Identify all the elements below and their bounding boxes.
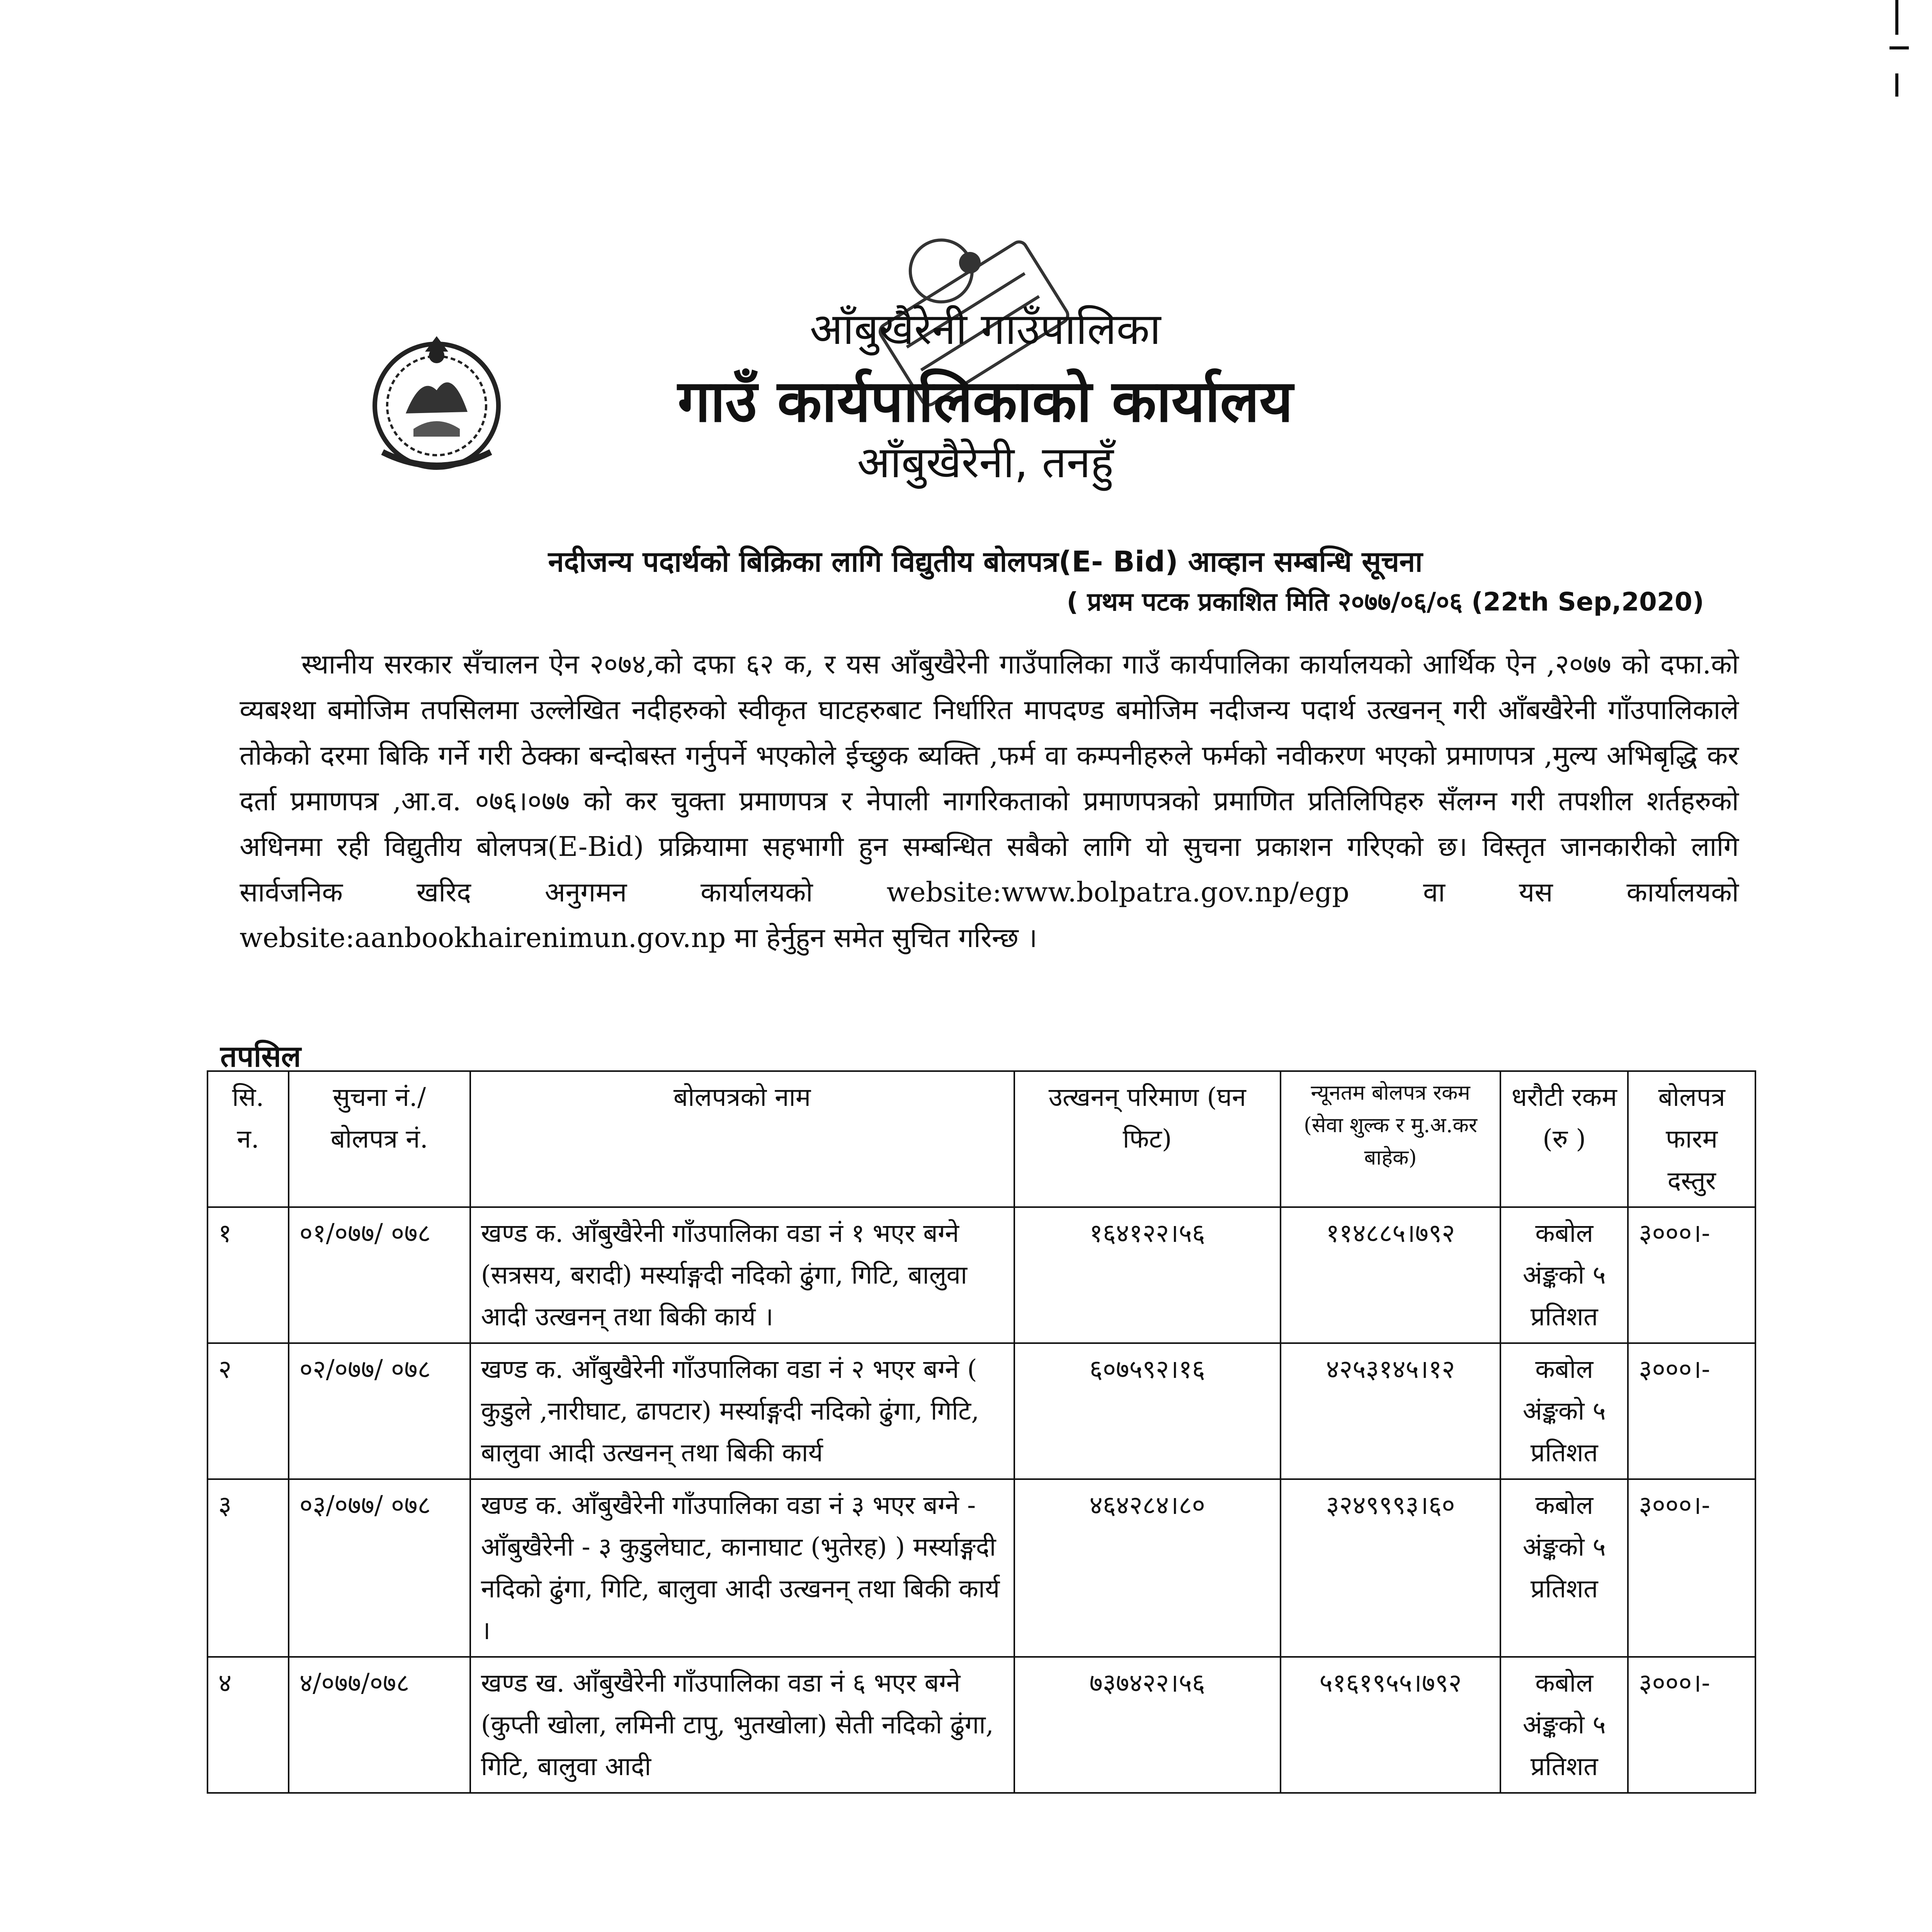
cell-notice-no: ४/०७७/०७८	[289, 1657, 470, 1793]
cell-sn: १	[207, 1207, 289, 1343]
cell-name: खण्ड क. आँबुखैरेनी गाँउपालिका वडा नं २ भएर बग्ने ( कुडुले ,नारीघाट, ढापटार) मर्स्याङ्गदी नदिको ढुंगा, गिटि, बालुवा आदी उत्खनन् तथा बिकी कार्य	[470, 1343, 1014, 1479]
table-row	[207, 1657, 1755, 1793]
header-deposit: धरौटी रकम (रु )	[1500, 1071, 1628, 1207]
cell-quantity: ४६४२८४।८०	[1014, 1479, 1281, 1657]
cell-form-fee: ३०००।-	[1628, 1479, 1755, 1657]
header-min-bid: न्यूनतम बोलपत्र रकम (सेवा शुल्क र मु.अ.कर बाहेक)	[1281, 1071, 1501, 1207]
header-quantity: उत्खनन् परिमाण (घन फिट)	[1014, 1071, 1281, 1207]
cell-form-fee: ३०००।-	[1628, 1657, 1755, 1793]
cell-sn: ४	[207, 1657, 289, 1793]
header-notice-no: सुचना नं./बोलपत्र नं.	[289, 1071, 470, 1207]
publication-date: ( प्रथम पटक प्रकाशित मिति २०७७/०६/०६ (22th Sep,2020)	[1066, 587, 1704, 617]
edge-mark-cross	[1889, 46, 1909, 49]
cell-min-bid: ५१६१९५५।७९२	[1281, 1657, 1501, 1793]
table-row	[207, 1343, 1755, 1479]
cell-sn: ३	[207, 1479, 289, 1657]
header-sn: सि. न.	[207, 1071, 289, 1207]
edge-mark-lower	[1895, 73, 1898, 97]
cell-name: खण्ड क. आँबुखैरेनी गाँउपालिका वडा नं ३ भएर बग्ने - आँबुखैरेनी - ३ कुडुलेघाट, कानाघाट (भुतेरह) ) मर्स्याङ्गदी नदिको ढुंगा, गिटि, बालुवा आदी उत्खनन् तथा बिकी कार्य ।	[470, 1479, 1014, 1657]
cell-name: खण्ड ख. आँबुखैरेनी गाँउपालिका वडा नं ६ भएर बग्ने (कुप्ती खोला, लमिनी टापु, भुतखोला) सेती नदिको ढुंगा, गिटि, बालुवा आदी	[470, 1657, 1014, 1793]
table-row	[207, 1207, 1755, 1343]
header-form-fee: बोलपत्र फारम दस्तुर	[1628, 1071, 1755, 1207]
cell-quantity: ७३७४२२।५६	[1014, 1657, 1281, 1793]
cell-quantity: १६४१२२।५६	[1014, 1207, 1281, 1343]
cell-notice-no: ०२/०७७/ ०७८	[289, 1343, 470, 1479]
table-row	[207, 1479, 1755, 1657]
table-caption: तपसिल	[220, 1039, 301, 1073]
cell-deposit: कबोल अंङ्कको ५ प्रतिशत	[1500, 1479, 1628, 1657]
cell-deposit: कबोल अंङ्कको ५ प्रतिशत	[1500, 1207, 1628, 1343]
cell-notice-no: ०१/०७७/ ०७८	[289, 1207, 470, 1343]
cell-sn: २	[207, 1343, 289, 1479]
cell-deposit: कबोल अंङ्कको ५ प्रतिशत	[1500, 1343, 1628, 1479]
cell-form-fee: ३०००।-	[1628, 1207, 1755, 1343]
cell-notice-no: ०३/०७७/ ०७८	[289, 1479, 470, 1657]
cell-min-bid: ४२५३१४५।१२	[1281, 1343, 1501, 1479]
cell-form-fee: ३०००।-	[1628, 1343, 1755, 1479]
edge-mark-top	[1895, 0, 1898, 35]
header-name: बोलपत्रको नाम	[470, 1071, 1014, 1207]
notice-body: स्थानीय सरकार सँचालन ऐन २०७४,को दफा ६२ क, र यस आँबुखैरेनी गाउँपालिका गाउँ कार्यपालिका कार्यालयको आर्थिक ऐन ,२०७७ को दफा.को व्यबश्था बमोजिम तपसिलमा उल्लेखित नदीहरुको स्वीकृत घाटहरुबाट निर्धारित मापदण्ड बमोजिम नदीजन्य पदार्थ उत्खनन् गरी आँबखैरेनी गाँउपालिकाले तोकेको दरमा बिकि गर्ने गरी ठेक्का बन्दोबस्त गर्नुपर्ने भएकोले ईच्छुक ब्यक्ति ,फर्म वा कम्पनीहरुले फर्मको नवीकरण भएको प्रमाणपत्र ,मुल्य अभिबृद्धि कर दर्ता प्रमाणपत्र ,आ.व. ०७६।०७७ को कर चुक्ता प्रमाणपत्र र नेपाली नागरिकताको प्रमाणपत्रको प्रमाणित प्रतिलिपिहरु सँलग्न गरी तपशील शर्तहरुको अधिनमा रही विद्युतीय बोलपत्र(E-Bid) प्रक्रियामा सहभागी हुन सम्बन्धित सबैको लागि यो सुचना प्रकाशन गरिएको छ। विस्तृत जानकारीको लागि सार्वजनिक खरिद अनुगमन कार्यालयको website:www.bolpatra.gov.np/egp वा यस कार्यालयको website:aanbookhairenimun.gov.np मा हेर्नुहुन समेत सुचित गरिन्छ ।	[240, 648, 1739, 954]
office-name: गाउँ कार्यपालिकाको कार्यालय	[677, 368, 1293, 435]
bid-table	[207, 1070, 1756, 1794]
notice-title: नदीजन्य पदार्थको बिक्रिका लागि विद्युतीय बोलपत्र(E- Bid) आव्हान सम्बन्धि सूचना	[548, 545, 1423, 578]
cell-name: खण्ड क. आँबुखैरेनी गाँउपालिका वडा नं १ भएर बग्ने (सत्रसय, बरादी) मर्स्याङ्गदी नदिको ढुंगा, गिटि, बालुवा आदी उत्खनन् तथा बिकी कार्य ।	[470, 1207, 1014, 1343]
office-location: आँबुखैरेनी, तनहुँ	[857, 437, 1114, 488]
table-header-row	[207, 1071, 1755, 1207]
municipality-name: आँबुखैरेनी गाउँपालिका	[810, 304, 1161, 354]
cell-min-bid: ११४८८५।७९२	[1281, 1207, 1501, 1343]
cell-deposit: कबोल अंङ्कको ५ प्रतिशत	[1500, 1657, 1628, 1793]
cell-min-bid: ३२४९९९३।६०	[1281, 1479, 1501, 1657]
cell-quantity: ६०७५९२।१६	[1014, 1343, 1281, 1479]
